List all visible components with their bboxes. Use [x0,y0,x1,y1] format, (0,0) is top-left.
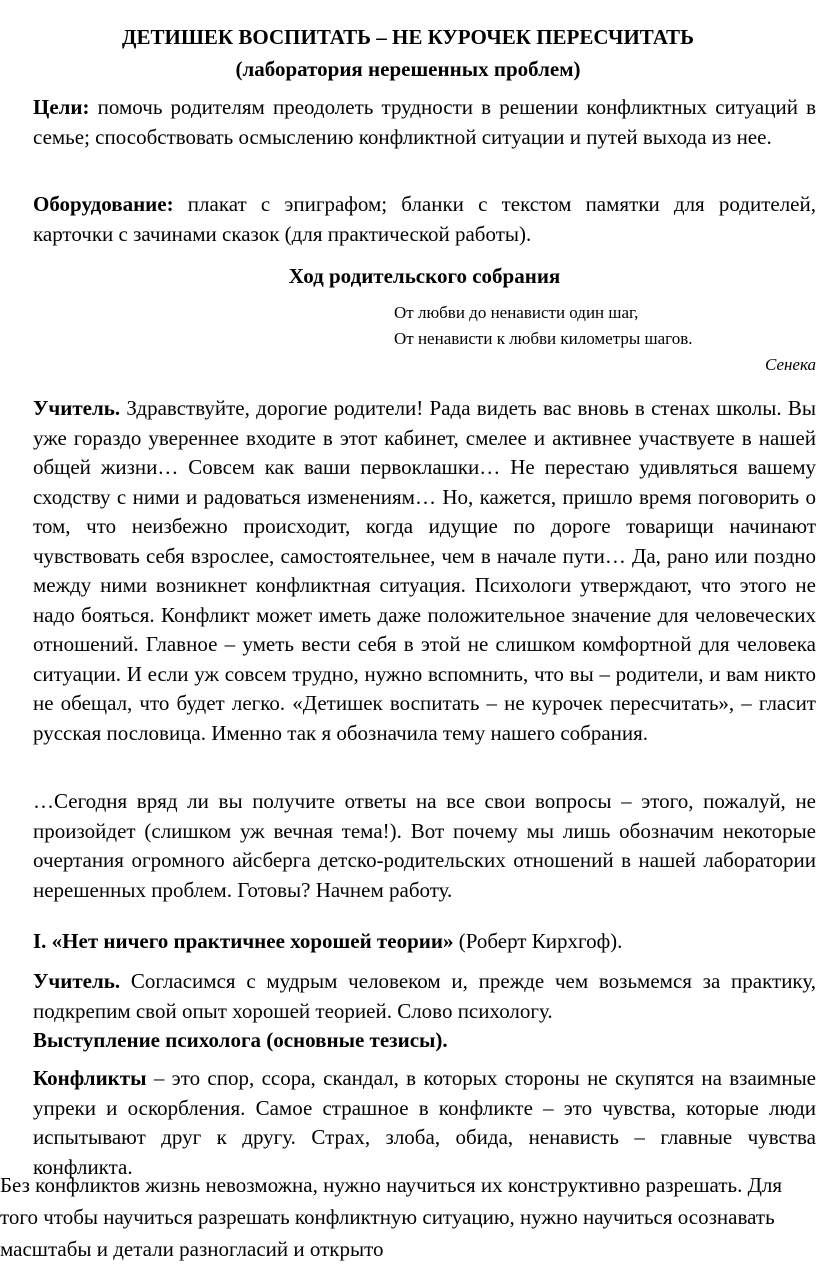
epigraph-line-1: От любви до ненависти один шаг, [394,303,639,322]
psychologist-heading: Выступление психолога (основные тезисы). [33,1028,448,1052]
goals-text: помочь родителям преодолеть трудности в решении конфликтных ситуаций в семье; способствовать осмыслению конфликтной ситуации и путей выхода из нее. [33,95,816,149]
part1-label: I. «Нет ничего практичнее хорошей теории» [33,929,454,953]
document-title: ДЕТИШЕК ВОСПИТАТЬ – НЕ КУРОЧЕК ПЕРЕСЧИТАТЬ [122,25,694,49]
teacher-part1-paragraph [33,967,816,1026]
teacher-label: Учитель. [33,969,121,993]
teacher-label: Учитель. [33,396,121,420]
equipment-paragraph [33,190,816,249]
teacher-intro-text: Здравствуйте, дорогие родители! Рада видеть вас вновь в стенах школы. Вы уже гораздо увереннее входите в этот кабинет, смелее и активнее участвуете в нашей общей жизни… Совсем как ваши первоклашки… Не перестаю удивляться вашему сходству с ними и радоваться изменениям… Но, кажется, пришло время поговорить о том, что неизбежно происходит, когда идущие по дороге товарищи начинают чувствовать себя взрослее, самостоятельнее, чем в начале пути… Да, рано или поздно между ними возникнет конфликтная ситуация. Психологи утверждают, что этого не надо бояться. Конфликт может иметь даже положительное значение для человеческих отношений. Главное – уметь вести себя в этой не слишком комфортной для человека ситуации. И если уж совсем трудно, нужно вспомнить, что вы – родители, и вам никто не обещал, что будет легко. «Детишек воспитать – не курочек пересчитать», – гласит русская пословица. Именно так я обозначила тему нашего собрания. [33,396,816,745]
equipment-text: плакат с эпиграфом; бланки с текстом памятки для родителей, карточки с зачинами сказок (для практической работы). [33,192,816,246]
epigraph-line-2: От ненависти к любви километры шагов. [394,329,693,348]
section-heading: Ход родительского собрания [288,264,561,288]
teacher-intro-paragraph [33,394,816,748]
closing-paragraph: Без конфликтов жизнь невозможна, нужно научиться их конструктивно разрешать. Для того чтобы научиться разрешать конфликтную ситуацию, нужно научиться осознавать масштабы и детали разногласий и открыто [0,1173,783,1261]
epigraph-author: Сенека [764,355,816,374]
equipment-label: Оборудование: [33,192,174,216]
part1-heading [33,927,816,957]
conflicts-label: Конфликты [33,1066,147,1090]
document-subtitle: (лаборатория нерешенных проблем) [235,57,581,81]
conflicts-paragraph [33,1064,816,1182]
goals-paragraph [33,93,816,152]
teacher-continue-paragraph: …Сегодня вряд ли вы получите ответы на все свои вопросы – этого, пожалуй, не произойдет (слишком уж вечная тема!). Вот почему мы лишь обозначим некоторые очертания огромного айсберга детско-родительских отношений в нашей лаборатории нерешенных проблем. Готовы? Начнем работу. [33,789,816,902]
part1-text: (Роберт Кирхгоф). [453,929,623,953]
teacher-part1-text: Согласимся с мудрым человеком и, прежде чем возьмемся за практику, подкрепим свой опыт хорошей теорией. Слово психологу. [33,969,816,1023]
conflicts-text: – это спор, ссора, скандал, в которых стороны не скупятся на взаимные упреки и оскорбления. Самое страшное в конфликте – это чувства, которые люди испытывают друг к другу. Страх, злоба, обида, ненависть – главные чувства конфликта. [33,1066,816,1179]
goals-label: Цели: [33,95,90,119]
